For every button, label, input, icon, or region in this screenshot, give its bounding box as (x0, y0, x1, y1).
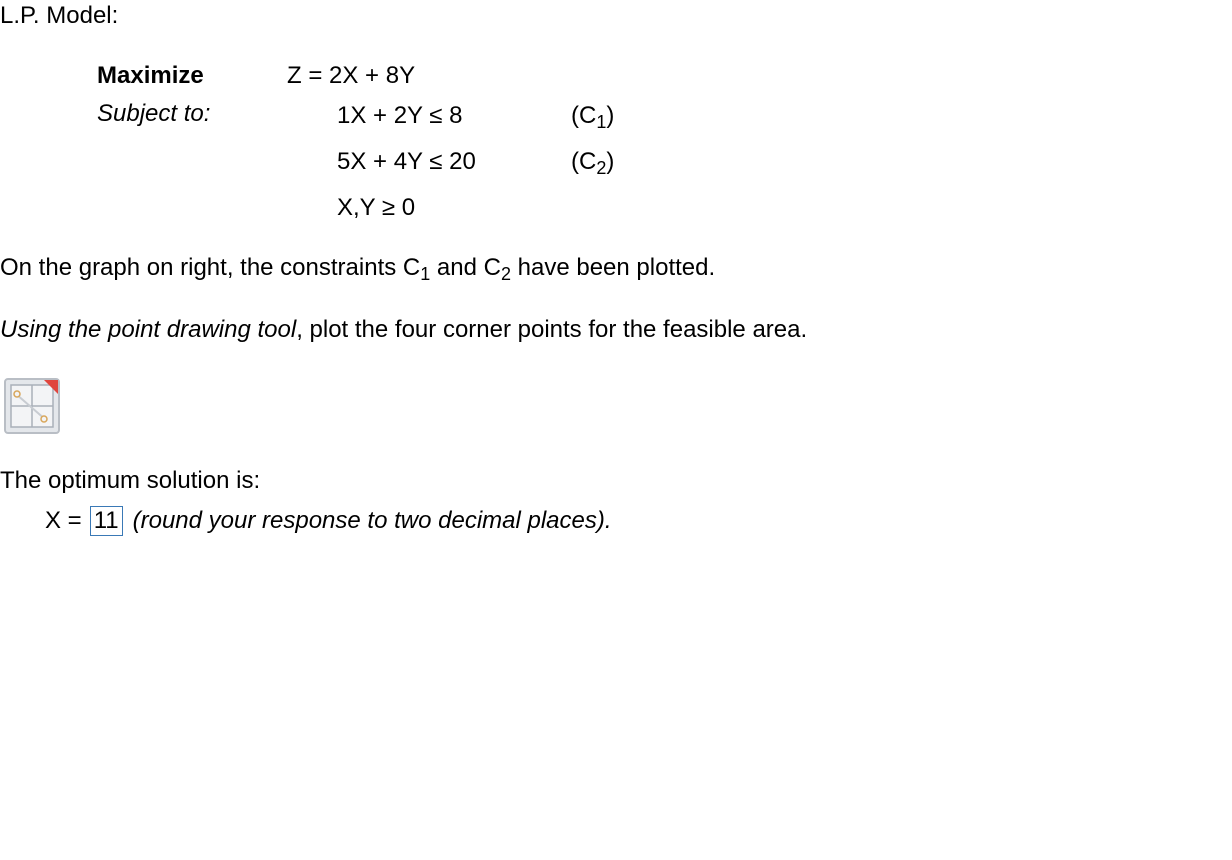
point-drawing-tool-icon (6, 380, 58, 432)
point-drawing-tool-button[interactable] (4, 378, 60, 434)
answer-row (45, 506, 612, 536)
solution-heading: The optimum solution is: (0, 467, 261, 494)
plot-instruction: Using the point drawing tool, plot the four corner points for the feasible area. (0, 316, 808, 343)
nonnegativity-constraint: X,Y ≥ 0 (337, 194, 416, 221)
constraint-1-tag: $(C_1)$ (571, 102, 615, 132)
maximize-label: Maximize (97, 62, 204, 89)
objective-function: Z = 2X + 8Y (287, 62, 416, 89)
x-label: X = (45, 507, 82, 534)
constraint-2-tag: $(C_2)$ (571, 148, 615, 178)
x-answer-input[interactable]: 11 (90, 506, 123, 536)
constraint-1: 1X + 2Y ≤ 8 (337, 102, 463, 129)
page-title: L.P. Model: (0, 2, 119, 29)
subject-to-label: Subject to: (97, 100, 211, 127)
rounding-hint: (round your response to two decimal places). (132, 507, 612, 534)
graph-instruction: On the graph on right, the constraints $C_1$ and $C_2$ have been plotted. (0, 254, 716, 284)
constraint-2: 5X + 4Y ≤ 20 (337, 148, 476, 175)
